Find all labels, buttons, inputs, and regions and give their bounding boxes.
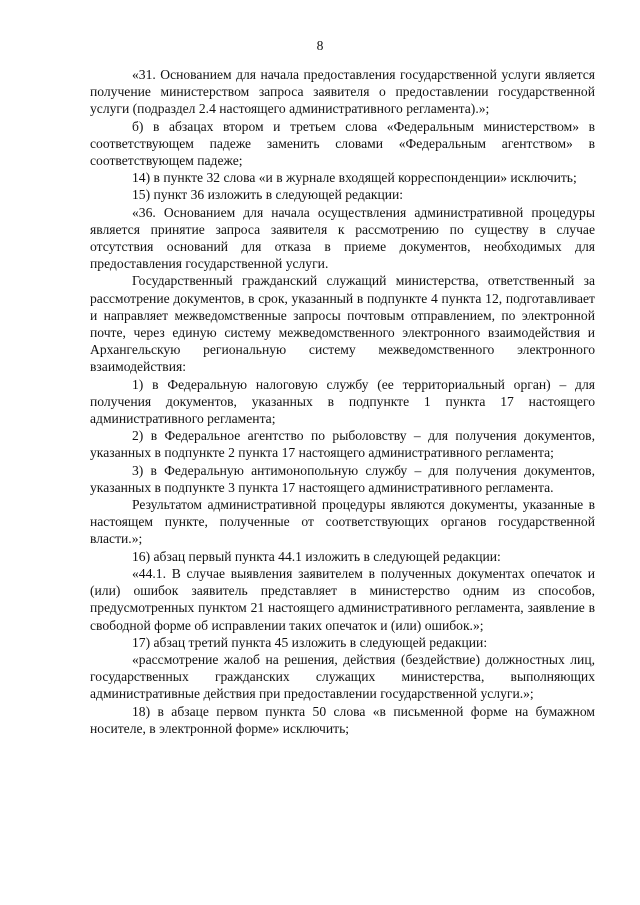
paragraph-16: 16) абзац первый пункта 44.1 изложить в следующей редакции:	[132, 548, 501, 564]
paragraph-result: Результатом административной процедуры являются документы, указанные в настоящем пункте, полученные от соответствующих органов государственной власти.»;	[90, 497, 595, 547]
paragraph-31: «31. Основанием для начала предоставления государственной услуги является получение министерством запроса заявителя о предоставлении государственной услуги (подраздел 2.4 настоящего административного регламента).»;	[90, 67, 595, 117]
paragraph-complaints: «рассмотрение жалоб на решения, действия (бездействие) должностных лиц, государственных гражданских служащих министерства, выполняющих административные действия при предоставлении государственной услуги.»;	[90, 651, 595, 702]
paragraph-44-1: «44.1. В случае выявления заявителем в полученных документах опечаток и (или) ошибок заявитель представляет в министерство одним из способов, предусмотренных пунктом 21 настоящего административного регламента, заявление в свободной форме об исправлении таких опечаток и (или) ошибок.»;	[90, 565, 595, 633]
page-number: 8	[316, 38, 324, 53]
list-item-1: 1) в Федеральную налоговую службу (ее территориальный орган) – для получения документов, указанных в подпункте 1 пункта 17 настоящего административного регламента;	[90, 376, 595, 427]
paragraph-14: 14) в пункте 32 слова «и в журнале входящей корреспонденции» исключить;	[132, 170, 577, 186]
list-item-3: 3) в Федеральную антимонопольную службу – для получения документов, указанных в подпункте 3 пункта 17 настоящего административного регламента.	[90, 462, 595, 495]
paragraph-15: 15) пункт 36 изложить в следующей редакции:	[132, 187, 404, 203]
paragraph-civil-servant: Государственный гражданский служащий министерства, ответственный за рассмотрение документов, в срок, указанный в подпункте 4 пункта 12, подготавливает и направляет межведомственные запросы почтовым отправлением, по электронной почте, через единую систему межведомственного электронного взаимодействия и Архангельскую региональную систему межведомственного электронного взаимодействия:	[90, 273, 595, 375]
paragraph-36: «36. Основанием для начала осуществления административной процедуры является принятие запроса заявителя к рассмотрению по существу в случае отсутствия оснований для отказа в приеме документов, необходимых для предоставления государственной услуги.	[90, 204, 595, 272]
paragraph-b: б) в абзацах втором и третьем слова «Федеральным министерством» в соответствующем падеже заменить словами «Федеральным агентством» в соответствующем падеже;	[90, 118, 595, 169]
document-body	[90, 66, 595, 737]
paragraph-18: 18) в абзаце первом пункта 50 слова «в письменной форме на бумажном носителе, в электронной форме» исключить;	[90, 703, 595, 736]
list-item-2: 2) в Федеральное агентство по рыболовству – для получения документов, указанных в подпункте 2 пункта 17 настоящего административного регламента;	[90, 428, 595, 461]
paragraph-17: 17) абзац третий пункта 45 изложить в следующей редакции:	[132, 634, 488, 650]
